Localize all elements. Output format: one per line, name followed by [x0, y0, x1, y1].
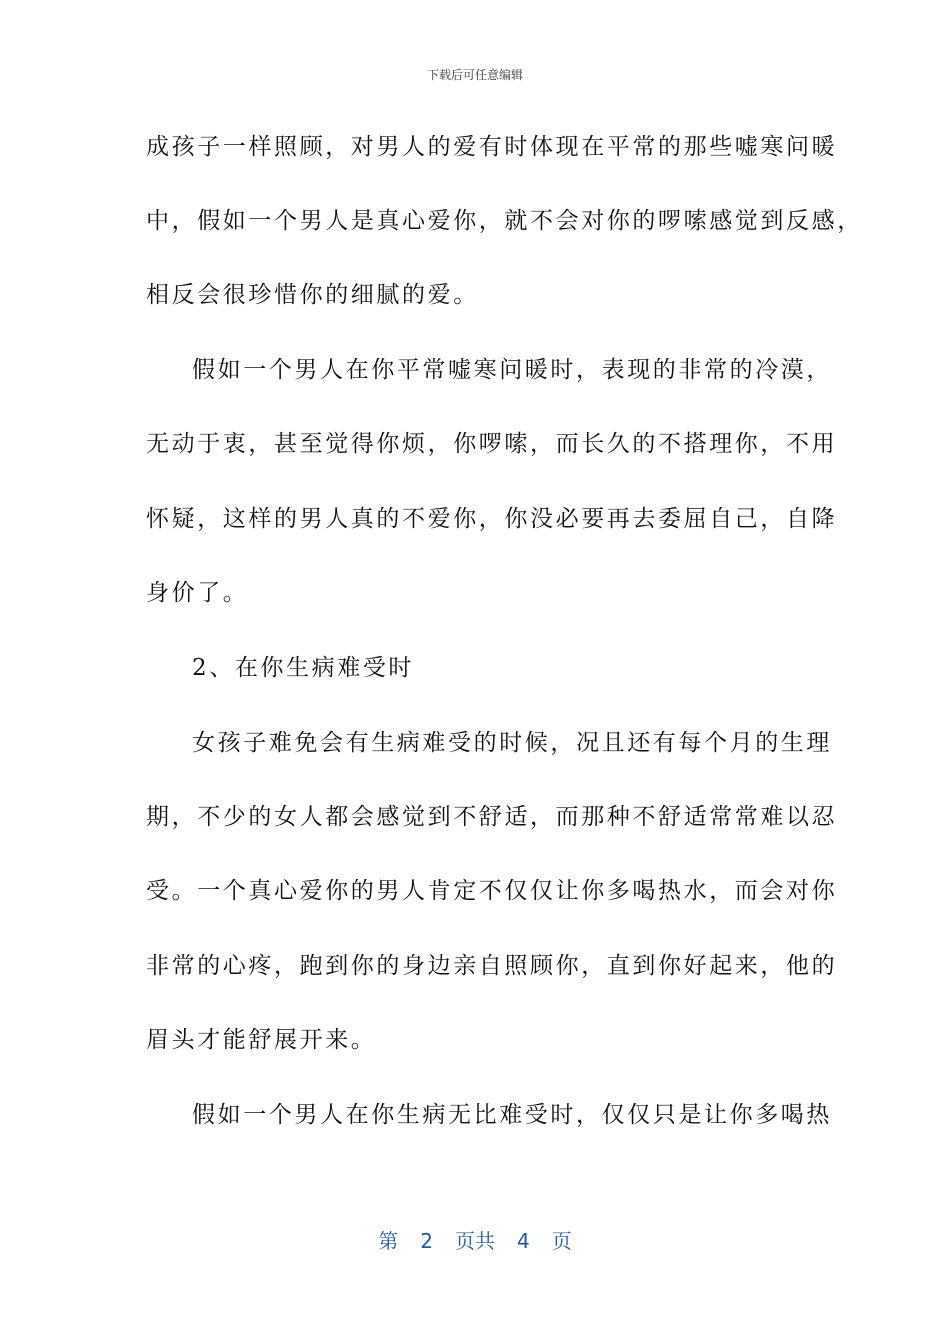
page-header: 下载后可任意编辑 — [426, 68, 523, 82]
paragraph-line: 怀疑，这样的男人真的不爱你，你没必要再去委屈自己，自降 — [146, 506, 838, 532]
footer-page-number: 2 — [420, 1229, 433, 1253]
paragraph-line: 中，假如一个男人是真心爱你，就不会对你的啰嗦感觉到反感， — [146, 208, 863, 234]
footer-prefix: 第 — [378, 1229, 399, 1253]
paragraph-line: 假如一个男人在你生病无比难受时，仅仅只是让你多喝热 — [192, 1102, 832, 1128]
paragraph-line: 假如一个男人在你平常嘘寒问暖时，表现的非常的冷漠， — [192, 357, 832, 383]
paragraph-line: 相反会很珍惜你的细腻的爱。 — [146, 282, 479, 308]
paragraph-line: 期，不少的女人都会感觉到不舒适，而那种不舒适常常难以忍 — [146, 804, 838, 830]
paragraph-line: 成孩子一样照顾，对男人的爱有时体现在平常的那些嘘寒问暖 — [146, 134, 838, 160]
paragraph-line: 受。一个真心爱你的男人肯定不仅仅让你多喝热水，而会对你 — [146, 878, 838, 904]
page-footer — [0, 1225, 950, 1254]
paragraph-line: 女孩子难免会有生病难受的时候，况且还有每个月的生理 — [192, 730, 832, 756]
paragraph-line: 身价了。 — [146, 580, 249, 606]
footer-suffix: 页 — [551, 1229, 572, 1253]
paragraph-line: 眉头才能舒展开来。 — [146, 1027, 377, 1053]
footer-total-pages: 4 — [517, 1229, 530, 1253]
footer-middle: 页共 — [455, 1229, 495, 1253]
paragraph-line: 非常的心疼，跑到你的身边亲自照顾你，直到你好起来，他的 — [146, 953, 838, 979]
paragraph-line: 无动于衷，甚至觉得你烦，你啰嗦，而长久的不搭理你，不用 — [146, 431, 838, 457]
section-heading: 2、在你生病难受时 — [192, 655, 415, 681]
